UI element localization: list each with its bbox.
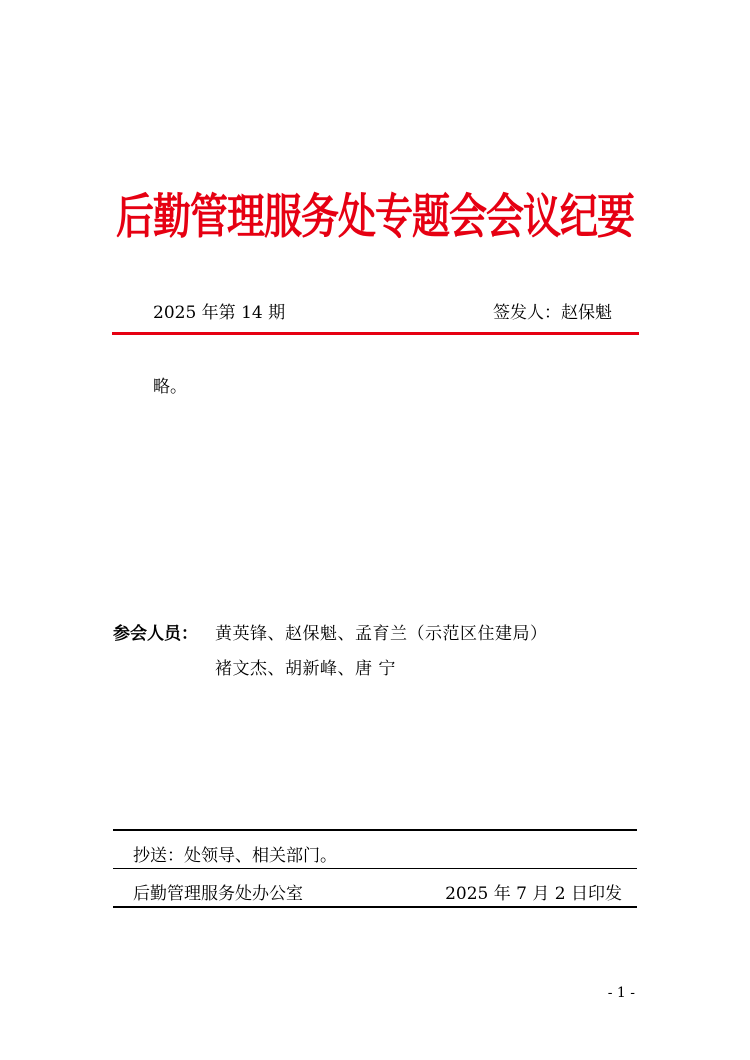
cc-line: 抄送：处领导、相关部门。 xyxy=(133,846,337,866)
page-number: - 1 - xyxy=(607,985,635,1001)
footer-rule-bottom xyxy=(113,906,637,908)
attendees-label: 参会人员： xyxy=(113,624,198,644)
attendees-line-1: 黄英锋、赵保魁、孟育兰（示范区住建局） xyxy=(215,624,548,644)
footer-rule-middle xyxy=(113,868,637,869)
issuing-office: 后勤管理服务处办公室 xyxy=(133,884,303,904)
attendees-line-2: 褚文杰、胡新峰、唐 宁 xyxy=(215,659,396,679)
red-divider xyxy=(112,332,639,335)
issue-number: 2025 年第 14 期 xyxy=(153,303,286,323)
print-date: 2025 年 7 月 2 日印发 xyxy=(445,884,622,904)
document-title: 后勤管理服务处专题会会议纪要 xyxy=(115,188,634,245)
body-text: 略。 xyxy=(153,377,187,397)
footer-rule-top xyxy=(113,829,637,831)
signer: 签发人：赵保魁 xyxy=(493,303,612,323)
